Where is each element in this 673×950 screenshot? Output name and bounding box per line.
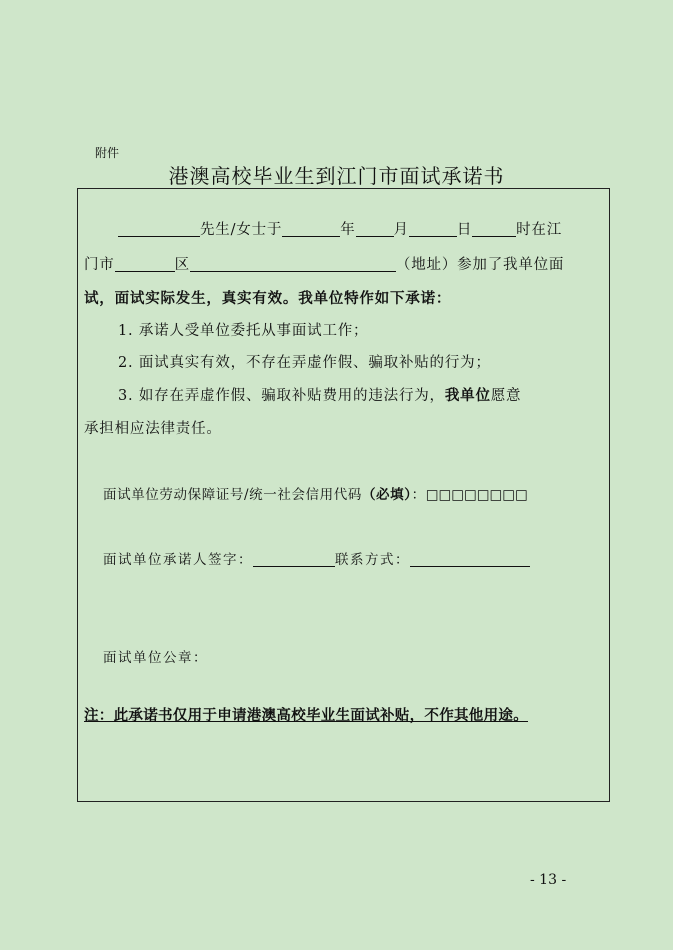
code-colon: ： (411, 487, 426, 503)
item-3 (84, 381, 606, 411)
name-blank[interactable] (118, 218, 200, 237)
day-text: 日 (456, 222, 473, 238)
contact-blank[interactable] (410, 548, 530, 567)
item-2: 2. 面试真实有效，不存在弄虚作假、骗取补贴的行为； (118, 355, 491, 371)
code-required: （必填） (361, 487, 412, 503)
item-3-rest: 愿意 (490, 388, 522, 404)
district-blank[interactable] (115, 253, 175, 272)
month-text: 月 (393, 222, 409, 238)
contact-label: 联系方式： (335, 552, 410, 568)
item-1: 1. 承诺人受单位委托从事面试工作； (118, 323, 369, 339)
seal-label: 面试单位公章： (103, 650, 208, 666)
attachment-label: 附件 (95, 146, 120, 160)
hour-blank[interactable] (472, 218, 516, 237)
district-text: 区 (174, 257, 190, 273)
item-3-text: 3. 如存在弄虚作假、骗取补贴费用的违法行为， (118, 388, 445, 404)
month-blank[interactable] (356, 218, 394, 237)
document-title: 港澳高校毕业生到江门市面试承诺书 (168, 164, 505, 188)
footnote: 注：此承诺书仅用于申请港澳高校毕业生面试补贴，不作其他用途。 (84, 707, 528, 724)
code-boxes[interactable]: □□□□□□□□ (425, 487, 528, 503)
address-text: （地址） (395, 257, 458, 273)
item-3-line-2: 承担相应法律责任。 (84, 421, 222, 437)
sign-label: 面试单位承诺人签字： (103, 552, 253, 568)
paragraph-line-1 (84, 215, 606, 245)
sign-blank[interactable] (253, 548, 335, 567)
code-label: 面试单位劳动保障证号/统一社会信用代码 (103, 487, 362, 503)
item-3-bold: 我单位 (444, 387, 491, 404)
year-text: 年 (340, 222, 356, 238)
year-blank[interactable] (282, 218, 340, 237)
sign-line (103, 545, 606, 575)
attend-text: 参加了我单位面 (457, 257, 565, 273)
city-text: 门市 (84, 257, 115, 273)
hour-text: 时在江 (516, 222, 563, 238)
paragraph-line-3: 试，面试实际发生，真实有效。我单位特作如下承诺： (84, 290, 452, 307)
day-blank[interactable] (409, 218, 457, 237)
page-number: - 13 - (530, 872, 567, 888)
paragraph-line-2 (84, 250, 606, 280)
gender-text: 先生/女士于 (200, 222, 283, 238)
address-blank[interactable] (190, 253, 396, 272)
code-line (103, 480, 606, 510)
